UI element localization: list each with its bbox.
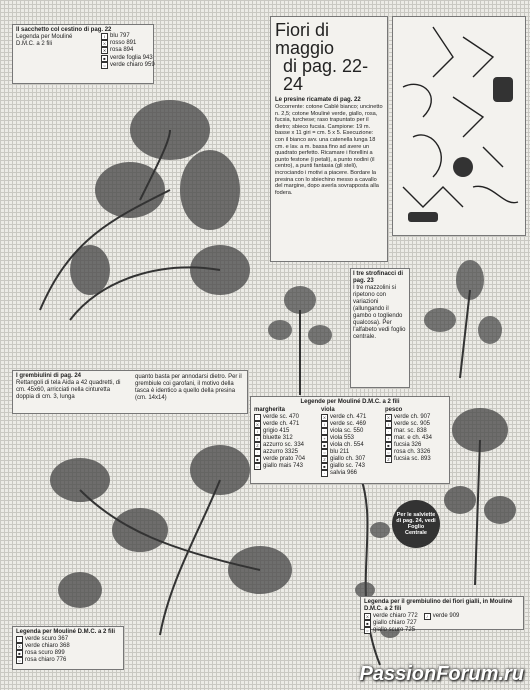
legend-item: ○ giallo scuro 725 bbox=[364, 627, 418, 634]
legend-item: + bluette 312 bbox=[254, 435, 318, 442]
presine-heading: Le presine ricamate di pag. 22 bbox=[275, 97, 361, 103]
legend-item: ■ verde foglia 943 bbox=[101, 55, 155, 62]
legend-item: ■ fucsia 326 bbox=[385, 442, 449, 449]
legend-item: + viola 553 bbox=[321, 435, 383, 442]
page-title: Fiori di maggio bbox=[275, 20, 335, 58]
legend-item: ✕ rosa 894 bbox=[102, 47, 134, 53]
legend-item: Z azzurro sc. 334 bbox=[254, 442, 318, 449]
legend-item: ○ giallo mais 743 bbox=[254, 463, 318, 470]
legend-item: X verde chiaro 368 bbox=[16, 643, 120, 650]
bag-legend-title: Il sacchetto col cestino di pag. 22 bbox=[16, 27, 112, 33]
grembiulini-body-1: Rettangoli di tela Aida a 42 quadretti, di cm. 45x60, arricciati nella cinturetta doppia di cm. 3, lunga bbox=[16, 380, 121, 400]
legend-item: / grigio 415 bbox=[254, 428, 318, 435]
legend-item: ○ rosa chiaro 776 bbox=[16, 657, 120, 664]
legend-item: · verde scuro 367 bbox=[16, 636, 120, 643]
legend-item: · viola sc. 550 bbox=[321, 428, 383, 435]
strofinacci-panel bbox=[350, 268, 410, 388]
legend-item: ○ blu 211 bbox=[321, 449, 383, 456]
grembiulini-body-2: quanto basta per annodarsi dietro. Per il grembiule coi garofani, il motivo della tasca è identico a quello della presina (cm. 14x14) bbox=[135, 374, 242, 401]
presine-body: Occorrente: cotone Cablé bianco; uncinetto n. 2,5; cotone Mouliné verde, giallo, rosa, fucsia, turchese; raso trapuntato per il dietro; sbieco fucsia. Campione: 19 m. basse x 11 giri = cm. 5 x 5. Esecuzione: con il bianco avv. una catenella lunga 18 cm. e lav. a m. bassa fino ad avere un quadrato perfetto. Ricamare i fiorellini a punto festone (i petali), a punto nodini (il centro), a punti fantasia (gli steli), incrociando i motivi a piacere. Bordare la presina con lo sbiechino messo a cavallo del margine, dopo averla sovrapposta alla fodera. bbox=[275, 104, 383, 196]
legend-group-viola: viola bbox=[321, 407, 335, 413]
legend-item: · salvia 966 bbox=[321, 470, 383, 477]
flower-pattern-center bbox=[250, 270, 350, 400]
legend-item: X rosso 891 bbox=[101, 40, 136, 47]
legend-item: Z fucsia sc. 893 bbox=[385, 456, 449, 463]
grembiulini-panel bbox=[12, 370, 248, 414]
presine-panel bbox=[270, 16, 388, 262]
salviette-note: Per le salviette di pag. 24, vedi Foglio Centrale bbox=[392, 500, 440, 548]
legend-item: X verde ch. 471 bbox=[254, 421, 318, 428]
legend-item: ○ verde chiaro 959 bbox=[101, 62, 155, 69]
legend-item: ■ viola ch. 554 bbox=[321, 442, 383, 449]
legend-group-pesco: pesco bbox=[385, 407, 403, 413]
legend-item: ■ rosa scuro 899 bbox=[16, 650, 120, 657]
legend-item: / verde 909 bbox=[424, 613, 460, 620]
legend-item: I blu 797 bbox=[101, 33, 136, 40]
legend-item: X verde ch. 907 bbox=[385, 414, 449, 421]
legend-item: / verde sc. 469 bbox=[321, 421, 383, 428]
bottom-right-legend bbox=[360, 596, 524, 633]
legend-item: + mar. e ch. 434 bbox=[385, 435, 449, 442]
legend-item: · azzurro 3325 bbox=[254, 449, 318, 456]
flower-legends bbox=[250, 396, 450, 484]
legend-item: ○ rosa ch. 3326 bbox=[385, 449, 449, 456]
legend-item: ■ verde prato 704 bbox=[254, 456, 318, 463]
bag-legend bbox=[12, 24, 154, 84]
legend-item: Z giallo ch. 307 bbox=[321, 456, 383, 463]
legend-item: / verde sc. 905 bbox=[385, 421, 449, 428]
legend-item: ■ giallo chiaro 727 bbox=[364, 620, 418, 627]
page-subtitle: di pag. 22-24 bbox=[283, 56, 369, 94]
bottom-left-legend-title: Legenda per Mouliné D.M.C. a 2 fili bbox=[16, 629, 116, 635]
legend-item: X verde ch. 471 bbox=[321, 414, 383, 421]
strofinacci-body: I tre mazzolini si ripetono con variazioni (allungando il gambo o togliendo qualcosa). Per l'alfabeto vedi foglio centrale. bbox=[353, 285, 406, 340]
bottom-left-legend bbox=[12, 626, 124, 670]
flower-legends-title: Legende per Mouliné D.M.C. a 2 fili bbox=[300, 399, 400, 405]
stitch-diagrams bbox=[392, 16, 526, 236]
bottom-right-legend-title: Legenda per il grembiulino dei fiori gialli, in Mouliné D.M.C. a 2 fili bbox=[364, 599, 513, 612]
strofinacci-heading: I tre strofinacci di pag. 23 bbox=[353, 271, 404, 284]
legend-item: ■ giallo sc. 743 bbox=[321, 463, 383, 470]
legend-item: · mar. sc. 838 bbox=[385, 428, 449, 435]
legend-item: · verde sc. 470 bbox=[254, 414, 318, 421]
legend-item: X verde chiaro 772 bbox=[364, 613, 418, 620]
large-flower-pattern-top-left bbox=[10, 40, 260, 340]
watermark: PassionForum.ru bbox=[359, 663, 524, 685]
grembiulini-heading: I grembiulini di pag. 24 bbox=[16, 373, 82, 379]
stitch-diagram-illustration bbox=[393, 17, 527, 237]
legend-group-margherita: margherita bbox=[254, 407, 286, 413]
bag-legend-subtitle: Legenda per Mouliné D.M.C. a 2 fili bbox=[16, 34, 73, 47]
flower-pattern-right bbox=[400, 250, 520, 380]
